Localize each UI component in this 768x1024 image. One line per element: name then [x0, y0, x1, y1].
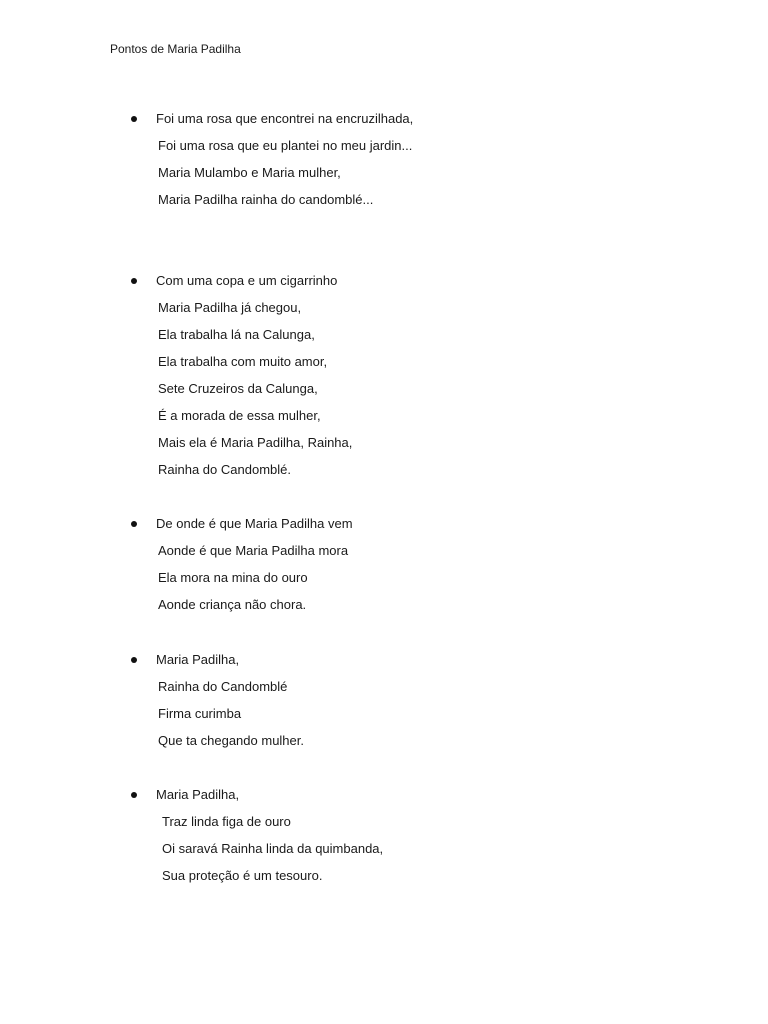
stanza-line: Maria Padilha rainha do candomblé... [158, 192, 374, 207]
stanza-line: Ela trabalha lá na Calunga, [158, 327, 315, 342]
stanza-line: Com uma copa e um cigarrinho [156, 273, 338, 288]
stanza-line: Aonde é que Maria Padilha mora [158, 543, 349, 558]
stanza-line: Firma curimba [158, 706, 242, 721]
stanza-line: Ela trabalha com muito amor, [158, 354, 328, 369]
bullet-icon [131, 116, 137, 122]
stanza-line: Maria Mulambo e Maria mulher, [158, 165, 341, 180]
bullet-icon [131, 521, 137, 527]
stanza-line: Mais ela é Maria Padilha, Rainha, [158, 435, 353, 450]
stanza-line: Maria Padilha já chegou, [158, 300, 302, 315]
stanza-line: Rainha do Candomblé. [158, 462, 291, 477]
stanza-line: Rainha do Candomblé [158, 679, 288, 694]
stanza-line: Aonde criança não chora. [158, 597, 307, 612]
stanza-line: Foi uma rosa que encontrei na encruzilhada, [156, 111, 414, 126]
stanza-line: Traz linda figa de ouro [162, 814, 291, 829]
stanza-line: Oi saravá Rainha linda da quimbanda, [162, 841, 384, 856]
stanza-line: É a morada de essa mulher, [158, 408, 321, 423]
stanza-line: Que ta chegando mulher. [158, 733, 304, 748]
stanza-line: Maria Padilha, [156, 787, 240, 802]
page-header: Pontos de Maria Padilha [110, 42, 241, 56]
stanza-line: Sua proteção é um tesouro. [162, 868, 323, 883]
stanza-line: Ela mora na mina do ouro [158, 570, 308, 585]
stanza-line: Maria Padilha, [156, 652, 240, 667]
bullet-icon [131, 278, 137, 284]
stanza-line: Sete Cruzeiros da Calunga, [158, 381, 318, 396]
stanza-line: Foi uma rosa que eu plantei no meu jardin... [158, 138, 413, 153]
bullet-icon [131, 792, 137, 798]
stanza-line: De onde é que Maria Padilha vem [156, 516, 353, 531]
bullet-icon [131, 657, 137, 663]
